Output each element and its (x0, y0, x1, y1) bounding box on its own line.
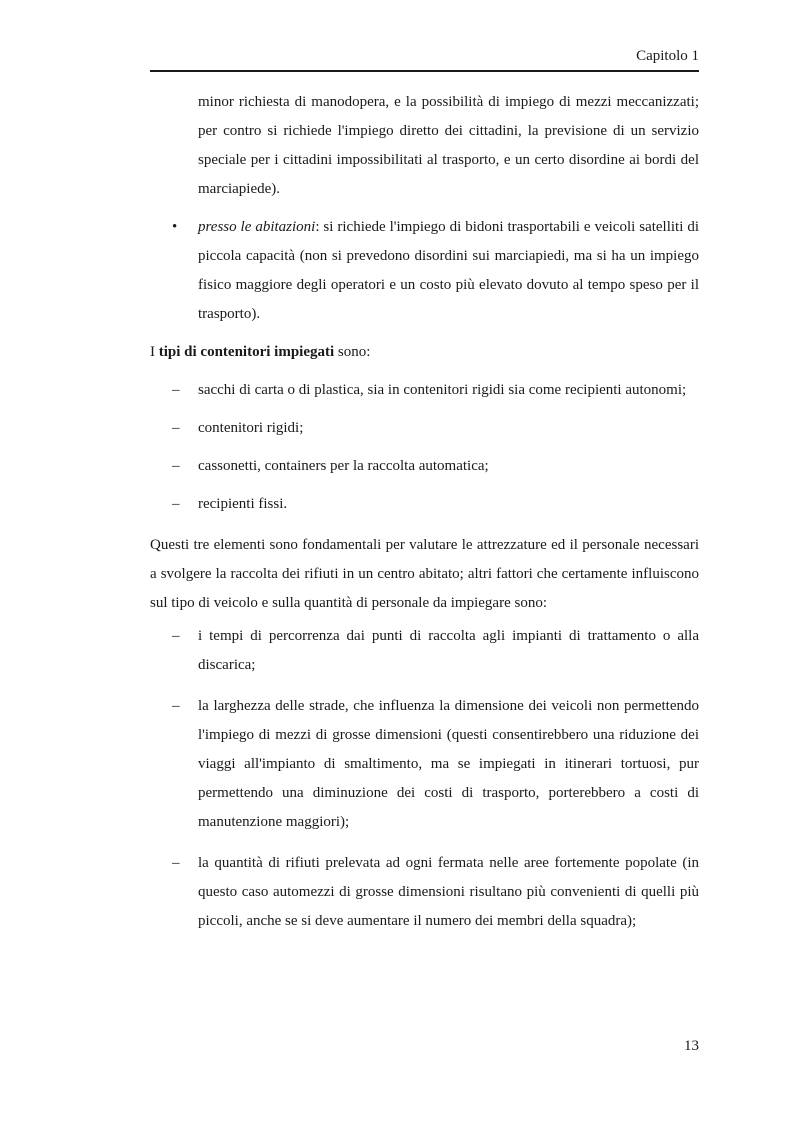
body-paragraph: Questi tre elementi sono fondamentali per valutare le attrezzature ed il personale necessari a svolgere la raccolta dei rifiuti in un centro abitato; altri fattori che certamente influiscono sul tipo di veicolo e sulla quantità di personale da impiegare sono: (150, 537, 699, 611)
list-item: – sacchi di carta o di plastica, sia in contenitori rigidi sia come recipienti autonomi; (150, 376, 699, 405)
dash-marker: – (172, 420, 180, 436)
intro-bold-term: tipi di contenitori impiegati (158, 344, 335, 360)
list-item: – cassonetti, containers per la raccolta automatica; (150, 452, 699, 481)
running-header (150, 46, 699, 72)
chapter-label: Capitolo 1 (636, 48, 699, 64)
list-item: – la quantità di rifiuti prelevata ad ogni fermata nelle aree fortemente popolate (in questo caso automezzi di grosse dimensioni risultano più convenienti di quelli più piccoli, anche se si deve aumentare il numero dei membri della squadra); (150, 849, 699, 936)
bullet-term: presso le abitazioni (198, 219, 316, 235)
continuation-text: minor richiesta di manodopera, e la possibilità di impiego di mezzi meccanizzati; per contro si richiede l'impiego diretto dei cittadini, la previsione di un servizio speciale per i cittadini impossibilitati al trasporto, e un certo disordine ai bordi del marciapiede). (198, 94, 699, 197)
continuation-paragraph (150, 88, 699, 204)
dash-marker: – (172, 628, 180, 644)
dash-marker: – (172, 855, 180, 871)
dash-marker: – (172, 698, 180, 714)
dash-marker: – (172, 496, 180, 512)
intro-sentence: I tipi di contenitori impiegati sono: (150, 344, 371, 360)
page-number: 13 (684, 1038, 699, 1054)
dash-marker: – (172, 382, 180, 398)
body-text (150, 88, 699, 936)
bullet-text: : si richiede l'impiego di bidoni trasportabili e veicoli satelliti di piccola capacità (non si prevedono disordini sui marciapiedi, ma si ha un impiego fisico maggiore degli operatori e un costo più elevato dovuto al tempo speso per il trasporto). (198, 219, 699, 322)
list-item: – i tempi di percorrenza dai punti di raccolta agli impianti di trattamento o alla discarica; (150, 622, 699, 680)
dash-marker: – (172, 458, 180, 474)
list-item: – la larghezza delle strade, che influenza la dimensione dei veicoli non permettendo l'impiego di mezzi di grosse dimensioni (questi consentirebbero una riduzione dei viaggi all'impianto di smaltimento, ma se impiegati in itinerari tortuosi, pur permettendo una diminuzione dei costi di trasporto, porterebbero a costi di manutenzione maggiori); (150, 692, 699, 837)
bullet-item (150, 213, 699, 329)
list-item: – contenitori rigidi; (150, 414, 699, 443)
bullet-marker: • (172, 219, 178, 235)
list-item: – recipienti fissi. (150, 490, 699, 519)
